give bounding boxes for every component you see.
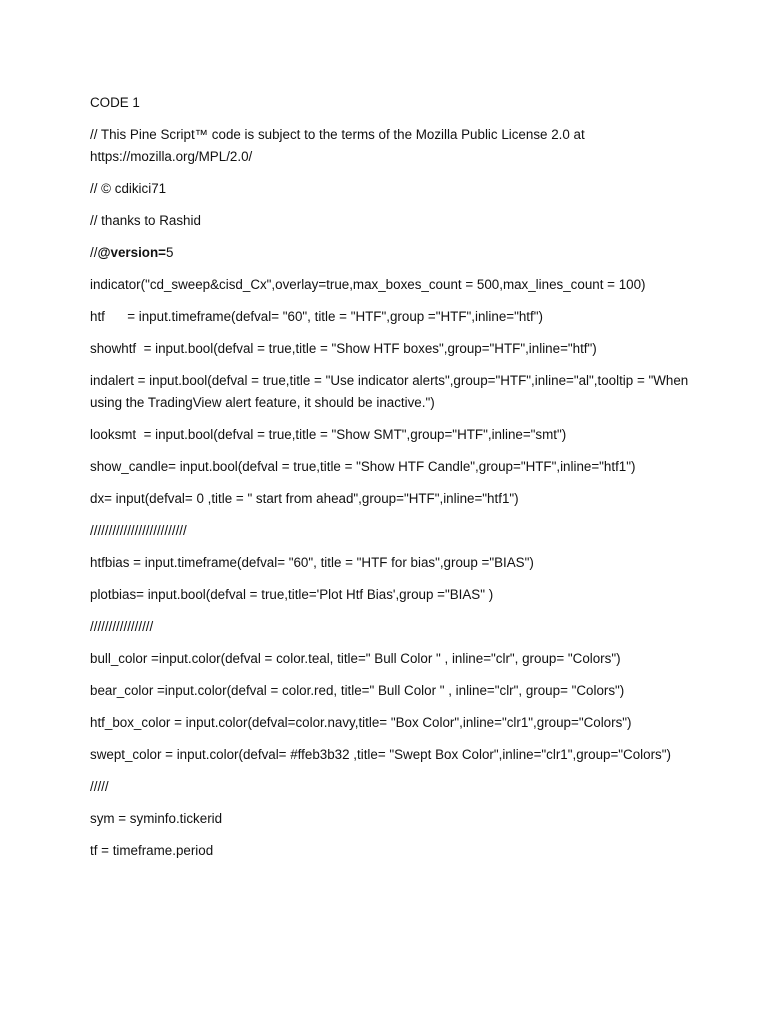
code-line-tf: tf = timeframe.period xyxy=(90,843,214,858)
code-separator: ////////////////////////// xyxy=(90,523,187,538)
code-line-htf-box-color: htf_box_color = input.color(defval=color.navy,title= "Box Color",inline="clr1",group="Colors") xyxy=(90,715,632,730)
version-label: @version= xyxy=(97,245,166,260)
author-comment: // © cdikici71 xyxy=(90,181,167,196)
version-line xyxy=(90,242,700,264)
code-line-show-candle: show_candle= input.bool(defval = true,title = "Show HTF Candle",group="HTF",inline="htf1") xyxy=(90,459,636,474)
code-line-bull-color: bull_color =input.color(defval = color.teal, title=" Bull Color " , inline="clr", group= "Colors") xyxy=(90,651,621,666)
code-line-showhtf: showhtf = input.bool(defval = true,title = "Show HTF boxes",group="HTF",inline="htf") xyxy=(90,341,597,356)
version-prefix: // xyxy=(90,245,98,260)
version-number: 5 xyxy=(165,245,174,260)
code-line-looksmt: looksmt = input.bool(defval = true,title = "Show SMT",group="HTF",inline="smt") xyxy=(90,427,567,442)
code-line-indicator: indicator("cd_sweep&cisd_Cx",overlay=true,max_boxes_count = 500,max_lines_count = 100) xyxy=(90,277,646,292)
code-separator: ///////////////// xyxy=(90,619,154,634)
code-line-indalert: indalert = input.bool(defval = true,title = "Use indicator alerts",group="HTF",inline="al",tooltip = "When using the TradingView alert feature, it should be inactive.") xyxy=(90,373,692,410)
license-comment: // This Pine Script™ code is subject to the terms of the Mozilla Public License 2.0 at https://mozilla.org/MPL/2.0/ xyxy=(90,127,589,164)
thanks-comment: // thanks to Rashid xyxy=(90,213,201,228)
document-page xyxy=(90,92,700,872)
code-line-htfbias: htfbias = input.timeframe(defval= "60", title = "HTF for bias",group ="BIAS") xyxy=(90,555,534,570)
code-line-sym: sym = syminfo.tickerid xyxy=(90,811,223,826)
code-line-bear-color: bear_color =input.color(defval = color.red, title=" Bull Color " , inline="clr", group= "Colors") xyxy=(90,683,625,698)
code-line-dx: dx= input(defval= 0 ,title = " start from ahead",group="HTF",inline="htf1") xyxy=(90,491,519,506)
document-title: CODE 1 xyxy=(90,95,140,110)
code-separator: ///// xyxy=(90,779,109,794)
code-line-swept-color: swept_color = input.color(defval= #ffeb3b32 ,title= "Swept Box Color",inline="clr1",group="Colors") xyxy=(90,747,671,762)
code-line-htf: htf = input.timeframe(defval= "60", title = "HTF",group ="HTF",inline="htf") xyxy=(90,309,543,324)
code-line-plotbias: plotbias= input.bool(defval = true,title='Plot Htf Bias',group ="BIAS" ) xyxy=(90,587,494,602)
